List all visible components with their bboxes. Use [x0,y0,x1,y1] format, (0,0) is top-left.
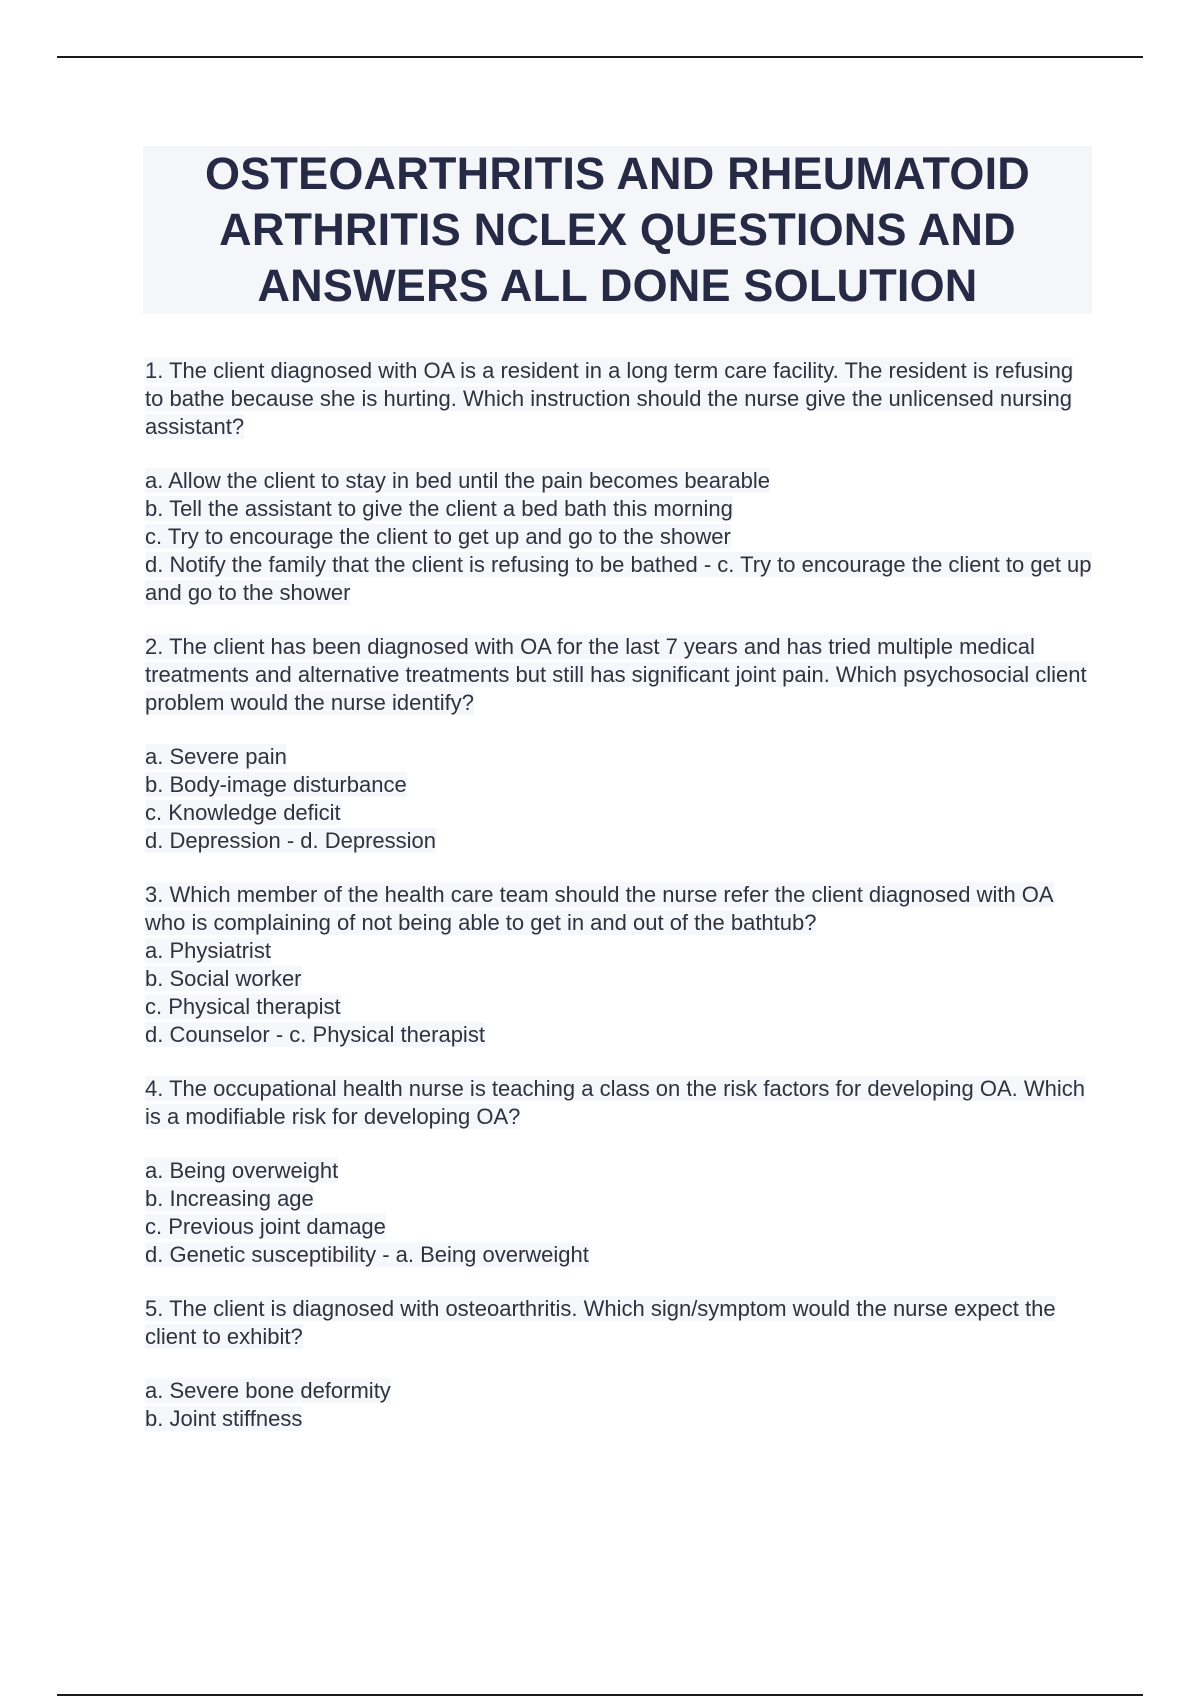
answer-option: b. Joint stiffness [145,1406,303,1431]
document-title: OSTEOARTHRITIS AND RHEUMATOID ARTHRITIS NCLEX QUESTIONS AND ANSWERS ALL DONE SOLUTION [205,148,1030,311]
question-stem: 2. The client has been diagnosed with OA for the last 7 years and has tried multiple medical treatments and alternative treatments but still has significant joint pain. Which psychosocial client problem would the nurse identify? [145,634,1087,715]
top-rule [57,56,1143,58]
answer-option: b. Social worker [145,966,302,991]
answer-option: a. Physiatrist [145,938,271,963]
answer-option: a. Severe bone deformity [145,1378,391,1403]
answer-option: a. Being overweight [145,1158,339,1183]
bottom-rule [57,1694,1143,1696]
question-stem: 3. Which member of the health care team should the nurse refer the client diagnosed with OA who is complaining of not being able to get in and out of the bathtub? [145,882,1054,935]
answer-option: c. Physical therapist [145,994,341,1019]
answer-option: b. Increasing age [145,1186,314,1211]
answer-option: a. Allow the client to stay in bed until the pain becomes bearable [145,468,770,493]
question-stem: 1. The client diagnosed with OA is a resident in a long term care facility. The resident is refusing to bathe because she is hurting. Which instruction should the nurse give the unlicensed nursing assistant? [145,358,1074,439]
answer-option: a. Severe pain [145,744,287,769]
question-stem: 5. The client is diagnosed with osteoarthritis. Which sign/symptom would the nurse expect the client to exhibit? [145,1296,1056,1349]
answer-option: d. Notify the family that the client is refusing to be bathed - c. Try to encourage the client to get up and go to the shower [145,552,1092,605]
answer-option: d. Depression - d. Depression [145,828,437,853]
answer-option: d. Genetic susceptibility - a. Being overweight [145,1242,589,1267]
title-banner [143,146,1092,314]
answer-option: c. Previous joint damage [145,1214,386,1239]
questions-body [145,357,1095,1433]
answer-option: c. Knowledge deficit [145,800,341,825]
answer-option: d. Counselor - c. Physical therapist [145,1022,485,1047]
question-stem: 4. The occupational health nurse is teaching a class on the risk factors for developing OA. Which is a modifiable risk for developing OA? [145,1076,1085,1129]
answer-option: c. Try to encourage the client to get up and go to the shower [145,524,731,549]
answer-option: b. Tell the assistant to give the client a bed bath this morning [145,496,733,521]
answer-option: b. Body-image disturbance [145,772,407,797]
